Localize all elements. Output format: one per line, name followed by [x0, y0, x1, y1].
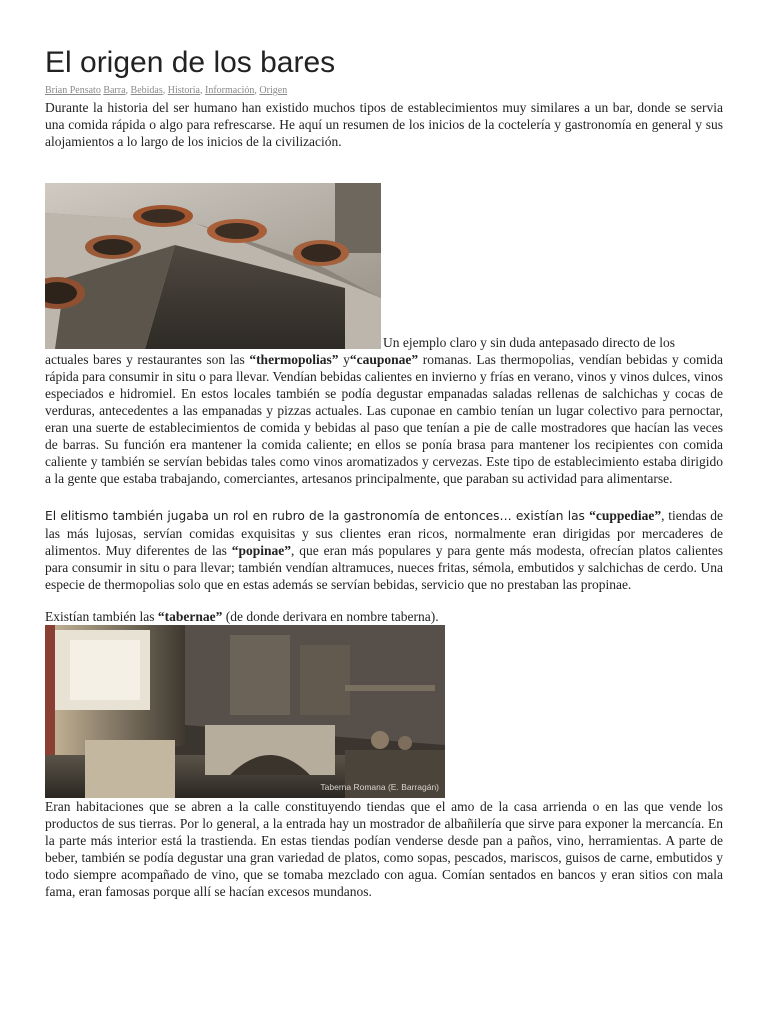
thermopolium-paragraph-start — [383, 334, 723, 351]
elitismo-paragraph — [45, 507, 723, 593]
p2-conjunction: y — [338, 352, 350, 367]
post-meta: Brian Pensato Barra, Bebidas, Historia, Información, Origen — [45, 85, 288, 96]
taberna-description-paragraph: Eran habitaciones que se abren a la calle constituyendo tiendas que el amo de la casa arrienda o en las que vende los productos de sus tierras. Por lo general, a la entrada hay un mostrador de albañilería que sirve para exponer la mercancía. En la parte más interior está la trastienda. En estas tiendas podían venderse desde pan a paños, vino, herramientas. A parte de beber, también se podía degustar una gran variedad de platos, como sopas, pescados, mariscos, guisos de carne, embutidos y todo siempre acompañado de vino, que se tomaba mezclado con agua. Comían sentados en bancos y eran sitios con mala fama, eran famosas porque allí se hacían excesos mundanos. — [45, 799, 723, 899]
tabernae-paragraph — [45, 608, 723, 625]
term-popinae: “popinae” — [231, 543, 292, 558]
term-cuppediae: “cuppediae” — [589, 508, 662, 523]
thermopolium-photo — [45, 183, 381, 349]
tag-link-bebidas[interactable]: Bebidas — [130, 85, 163, 96]
tag-link-informacion[interactable]: Información — [204, 85, 255, 96]
p3-lead-text: El elitismo también jugaba un rol en rubro de la gastronomía de entonces… existían las — [45, 509, 590, 523]
image-caption: Taberna Romana (E. Barragán) — [320, 782, 439, 792]
p2-start-text: Un ejemplo claro y sin duda antepasado directo de los — [383, 335, 676, 350]
p3-end-text: , que eran más populares y para gente más modesta, ofrecían platos calientes para consumir in situ o para llevar; también vendían altramuces, nueces fritas, sémola, embutidos y salchichas de cerdo. Una especie de thermopolias solo que en estas además se servían bebidas, servicio que no prestaban las propinae. — [45, 543, 723, 592]
p2-lead-text: actuales bares y restaurantes son las — [45, 352, 250, 367]
taberna-photo — [45, 625, 445, 798]
term-thermopolias: “thermopolias” — [249, 352, 339, 367]
intro-paragraph: Durante la historia del ser humano han existido muchos tipos de establecimientos muy similares a un bar, donde se servia una comida rápida o algo para refrescarse. He aquí un resumen de los inicios de la coctelería y gastronomía en general y sus alojamientos a lo largo de los inicios de la civilización. — [45, 100, 723, 149]
p2-body-text: romanas. Las thermopolias, vendían bebidas y comida rápida para consumir in situ o para llevar. Vendían bebidas calientes en invierno y frías en verano, vinos y vinos dulces, vinos especiados e hidromiel. En estos locales también se podía degustar empanadas saladas rellenas de salchichas y cocas de verduras, antecedentes a las empanadas y pizzas actuales. Las cuponae en cambio tenían un lugar colectivo para pernoctar, eran una suerte de establecimientos de comida y bebidas al paso que tenían a pie de calle mostradores que hacían las veces de barras. Su función era mantener la comida caliente; en ellos se ponía brasa para mantener los recipientes con comida caliente y también se servían bebidas tales como vinos aromatizados y cervezas. Este tipo de establecimiento estaba dirigido a la gente que estaba trabajando, comerciantes, artesanos principalmente, que paraban su actividad para alimentarse. — [45, 352, 723, 486]
tag-link-historia[interactable]: Historia — [167, 85, 200, 96]
term-cauponae: “cauponae” — [349, 352, 419, 367]
author-link[interactable]: Brian Pensato — [45, 85, 101, 96]
page-title: El origen de los bares — [45, 46, 336, 79]
p3-mid-text: , tiendas de las más lujosas, servían comidas exquisitas y sus clientes eran ricos, normalmente eran dirigidas por mercaderes de alimentos. Muy diferentes de las — [45, 508, 723, 558]
term-tabernae: “tabernae” — [157, 609, 223, 624]
tag-link-barra[interactable]: Barra — [103, 85, 126, 96]
p4-end-text: (de donde derivara en nombre taberna). — [222, 609, 439, 624]
thermopolias-paragraph — [45, 351, 723, 487]
tag-link-origen[interactable]: Origen — [259, 85, 288, 96]
p4-start-text: Existían también las — [45, 609, 158, 624]
